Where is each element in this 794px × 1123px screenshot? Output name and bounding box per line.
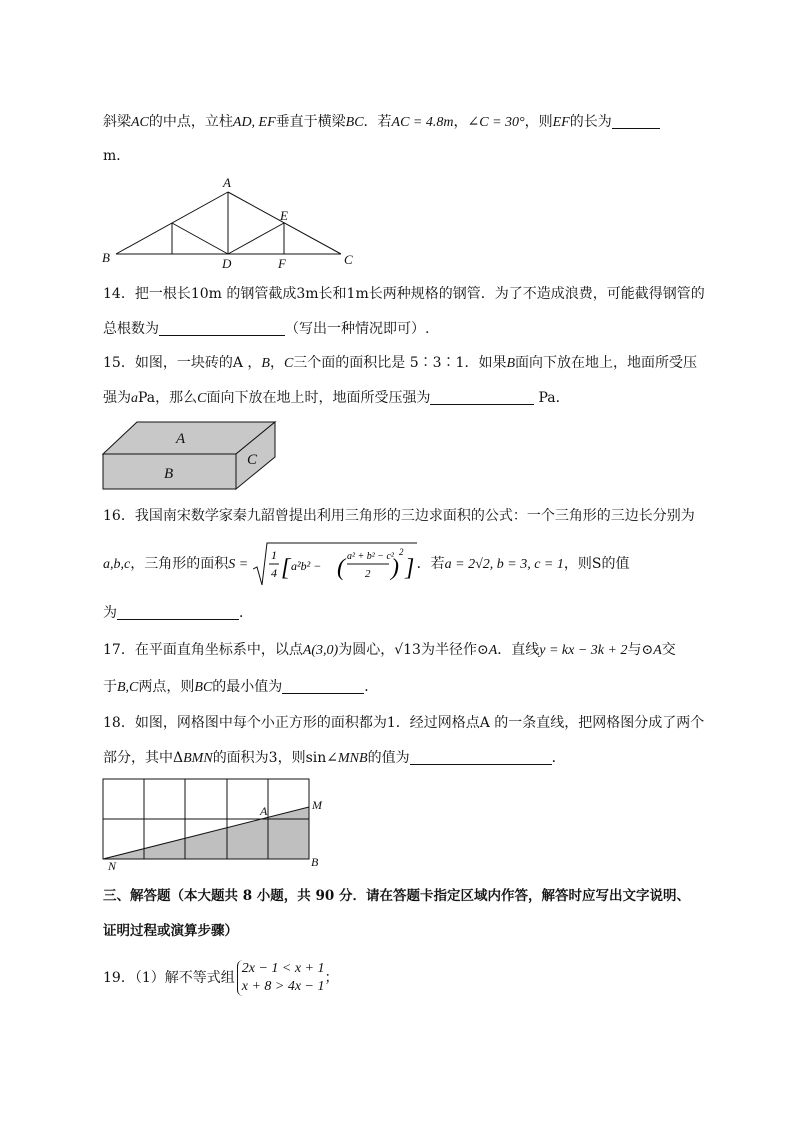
label-c: C (247, 452, 258, 468)
text: 19．（1）解不等式组 (103, 970, 235, 986)
math-radius: √13 (394, 642, 421, 658)
math-bc: B,C (117, 680, 139, 695)
answer-blank[interactable] (410, 750, 552, 765)
text: 与⊙ (627, 642, 654, 658)
q17-line1 (103, 640, 676, 661)
q13-line2 (103, 146, 130, 166)
truss-diagram (96, 172, 366, 270)
quarter-den: 4 (270, 566, 277, 580)
text: 的中点，立柱 (148, 114, 233, 130)
inequality-2: x + 8 > 4x − 1 (241, 979, 325, 994)
q16-line1: 16．我国南宋数学家秦九韶曾提出利用三角形的三边求面积的公式：一个三角形的三边长分别为 (103, 508, 695, 524)
math-bmn: BMN (183, 751, 213, 766)
bracket-close: ] (404, 555, 414, 581)
strut-left (172, 223, 228, 254)
text: 面向下放在地上，地面所受压 (515, 355, 698, 371)
inequality-system (237, 960, 325, 996)
math-a: a (131, 391, 138, 406)
text: ．若 (416, 556, 445, 572)
math-adef: AD, EF (232, 115, 276, 130)
text: 的最小值为 (212, 679, 283, 695)
answer-blank[interactable] (159, 321, 285, 336)
text: 为 (103, 605, 117, 621)
paren-open: ( (336, 555, 345, 581)
paren-close: ) (390, 555, 399, 581)
math-mnb: MNB (338, 751, 368, 766)
q16-line3 (103, 603, 253, 623)
text: ， (453, 114, 468, 130)
q14-line2 (103, 319, 429, 339)
text: ； (324, 970, 339, 986)
text: m． (103, 148, 131, 164)
text: 为半径作⊙ (420, 642, 489, 658)
quarter-num: 1 (270, 548, 277, 562)
power: 2 (398, 547, 404, 557)
math-ac: AC (131, 115, 149, 130)
a2b2: a²b² − (290, 559, 321, 573)
text: ， (269, 355, 284, 371)
text: Pa，那么 (138, 390, 198, 406)
q19-line1 (103, 956, 339, 1000)
math-vals: a = 2√2, b = 3, c = 1 (444, 557, 564, 572)
brick-diagram (102, 421, 278, 491)
bracket-open: [ (280, 555, 290, 581)
text: 三个面的面积比是 5∶3∶1．如果 (293, 355, 507, 371)
text: 为圆心， (338, 642, 395, 658)
label-e: E (280, 208, 288, 223)
text: 的面积为3，则sin∠ (212, 750, 339, 766)
inequality-1: 2x − 1 < x + 1 (241, 961, 325, 976)
math-c: C (197, 391, 207, 406)
text: 15．如图，一块砖的A ， (103, 355, 262, 371)
math-eq1: AC = 4.8m (391, 115, 454, 130)
label-b: B (102, 250, 110, 265)
math-a: A (488, 643, 498, 658)
text: ，则S的值 (563, 556, 630, 572)
section3-line2: 证明过程或演算步骤） (103, 923, 238, 939)
formula-radical (253, 541, 417, 587)
text: ． (551, 750, 566, 766)
text: ．直线 (497, 642, 540, 658)
math-c: C (283, 356, 294, 371)
q15-line2 (103, 388, 570, 409)
text: （写出一种情况即可）. (285, 321, 430, 337)
text: 部分，其中Δ (103, 750, 184, 766)
text: 于 (103, 679, 117, 695)
frac-num: a² + b² − c² (346, 551, 394, 562)
text: ．若 (363, 114, 392, 130)
text: 垂直于横梁 (275, 114, 346, 130)
text: 总根数为 (103, 321, 159, 337)
label-a: A (176, 431, 186, 447)
math-s: S = (228, 557, 249, 572)
text: 强为 (103, 390, 131, 406)
text: 的值为 (367, 750, 410, 766)
math-b: B (506, 356, 516, 371)
label-b: B (164, 466, 174, 482)
label-n: N (108, 859, 117, 872)
text: ． (239, 605, 253, 621)
text: ，则 (524, 114, 553, 130)
label-m: M (312, 798, 322, 812)
label-a: A (260, 804, 268, 818)
q14-line1: 14．把一根长10m 的钢管截成3m长和1m长两种规格的钢管．为了不造成浪费，可能截得钢管的 (103, 286, 705, 302)
label-c: C (344, 252, 353, 267)
math-b: B (261, 356, 270, 371)
math-line-eq: y = kx − 3k + 2 (539, 643, 628, 658)
q18-line2 (103, 748, 566, 769)
label-b: B (311, 855, 319, 869)
answer-blank[interactable] (282, 679, 364, 694)
math-bc: BC (345, 115, 364, 130)
area-formula (253, 541, 417, 587)
answer-blank[interactable] (117, 605, 239, 620)
q15-line1 (103, 353, 697, 374)
text: Pa． (538, 390, 570, 406)
frac-den: 2 (364, 568, 371, 580)
math-a: A (653, 643, 662, 658)
text: 面向下放在地上时，地面所受压强为 (206, 390, 431, 406)
math-bc: BC (194, 680, 213, 695)
text: ． (364, 679, 379, 695)
text: 斜梁 (103, 114, 131, 130)
label-d: D (222, 256, 232, 270)
label-a: A (223, 175, 231, 190)
q17-line2 (103, 677, 378, 698)
q13-line1 (103, 112, 660, 133)
label-f: F (278, 256, 286, 270)
strut-right (228, 223, 284, 254)
math-ef: EF (552, 115, 570, 130)
math-abc: a,b,c (103, 557, 131, 572)
text: 两点，则 (138, 679, 195, 695)
answer-blank[interactable] (612, 114, 660, 129)
math-point-a: A(3,0) (302, 643, 339, 658)
grid-diagram (100, 776, 332, 872)
text: 的长为 (569, 114, 612, 130)
text: 17．在平面直角坐标系中，以点 (103, 642, 303, 658)
q16-line2 (103, 541, 629, 587)
text: 交 (661, 642, 676, 658)
answer-blank[interactable] (430, 390, 534, 405)
math-eq2: ∠C = 30° (467, 115, 525, 130)
q18-line1: 18．如图，网格图中每个小正方形的面积都为1．经过网格点A 的一条直线，把网格图分成了两个 (103, 715, 705, 731)
text: ，三角形的面积 (130, 556, 229, 572)
section3-line1: 三、解答题（本大题共 8 小题，共 90 分．请在答题卡指定区域内作答，解答时应写出文字说明、 (103, 888, 690, 904)
